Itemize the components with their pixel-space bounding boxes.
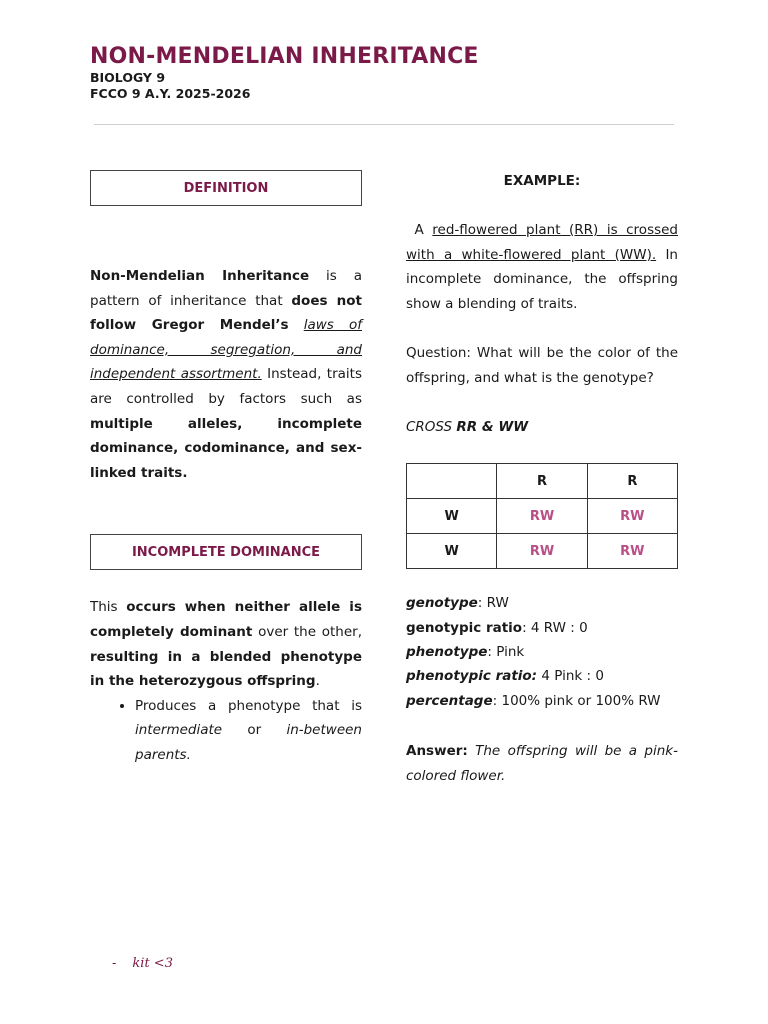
definition-emphasis-2: multiple alleles, incomplete dominance, codominance, and sex-linked traits. — [90, 415, 362, 481]
genotypic-ratio-label: genotypic ratio — [406, 619, 523, 636]
example-text-2: In incomplete dominance, the offspring show a blending of traits. — [406, 246, 678, 312]
phenotypic-ratio-label: phenotypic ratio: — [406, 668, 538, 685]
incomplete-text-2: over the other, — [252, 623, 362, 640]
percentage-label: percentage — [406, 692, 493, 709]
bullet-italic-3: parents. — [135, 746, 191, 763]
example-text-1: A — [414, 222, 433, 238]
example-cross-description: red-flowered plant (RR) is crossed with a white-flowered plant (WW). — [406, 222, 679, 263]
incomplete-dominance-heading: INCOMPLETE DOMINANCE — [90, 534, 362, 570]
left-column — [90, 170, 362, 768]
incomplete-text-3: . — [315, 673, 320, 690]
punnett-cell: RW — [497, 499, 587, 534]
phenotype-value: : Pink — [487, 643, 525, 660]
footer-dash: - — [112, 956, 117, 971]
answer-paragraph — [406, 739, 678, 788]
list-item — [135, 694, 362, 768]
definition-laws: laws of dominance, segregation, and independent assortment. — [90, 317, 362, 383]
definition-paragraph — [90, 264, 362, 485]
definition-text-2: Instead, traits are controlled by factors such as — [90, 366, 362, 407]
results-block — [406, 591, 678, 713]
table-row — [407, 534, 678, 569]
definition-term: Non-Mendelian Inheritance — [90, 268, 310, 284]
bullet-text-1: Produces a phenotype that is — [135, 697, 362, 714]
example-heading: EXAMPLE: — [503, 173, 581, 189]
header-divider — [94, 124, 674, 125]
table-row — [407, 499, 678, 534]
genotype-label: genotype — [406, 595, 478, 612]
punnett-cell: RW — [587, 499, 677, 534]
cross-line — [406, 415, 678, 440]
bullet-text-2: or — [222, 722, 287, 739]
cross-label: CROSS — [406, 418, 457, 435]
punnett-cell: RW — [587, 534, 677, 569]
punnett-cell: RW — [497, 534, 587, 569]
definition-text-1: is a pattern of inheritance that — [90, 268, 362, 309]
footer-signature: kit <3 — [132, 956, 173, 971]
page-footer — [112, 956, 173, 971]
phenotypic-ratio-line — [406, 664, 678, 688]
genotypic-ratio-line — [406, 616, 678, 640]
phenotype-line — [406, 640, 678, 664]
example-paragraph — [406, 218, 678, 316]
percentage-line — [406, 689, 678, 713]
page-title: NON-MENDELIAN INHERITANCE — [90, 44, 479, 69]
genotype-value: : RW — [477, 595, 509, 612]
cross-value: RR & WW — [456, 418, 529, 435]
incomplete-bullets — [90, 694, 362, 768]
punnett-col-header: R — [587, 464, 677, 499]
punnett-corner — [407, 464, 497, 499]
phenotypic-ratio-value: 4 Pink : 0 — [537, 668, 604, 685]
punnett-row-header: W — [407, 534, 497, 569]
bullet-italic-1: intermediate — [135, 722, 223, 739]
phenotype-label: phenotype — [406, 643, 488, 660]
class-year-label: FCCO 9 A.Y. 2025-2026 — [90, 86, 251, 101]
punnett-col-header: R — [497, 464, 587, 499]
incomplete-text-1: This — [90, 599, 127, 616]
table-row — [407, 464, 678, 499]
answer-value: The offspring will be a pink-colored flower. — [406, 743, 678, 784]
incomplete-emphasis-1: occurs when neither allele is completely dominant — [90, 599, 362, 640]
genotypic-ratio-value: : 4 RW : 0 — [522, 619, 588, 636]
incomplete-dominance-paragraph — [90, 595, 362, 693]
page-header — [90, 44, 479, 102]
incomplete-emphasis-2: resulting in a blended phenotype in the heterozygous offspring — [90, 648, 362, 690]
punnett-square — [406, 463, 678, 569]
answer-label: Answer: — [406, 743, 468, 760]
subject-label: BIOLOGY 9 — [90, 70, 166, 85]
example-question: Question: What will be the color of the offspring, and what is the genotype? — [406, 345, 678, 386]
percentage-value: : 100% pink or 100% RW — [492, 692, 661, 709]
punnett-row-header: W — [407, 499, 497, 534]
definition-emphasis-1: does not follow Gregor Mendel’s — [90, 292, 363, 334]
right-column — [406, 170, 678, 788]
bullet-italic-2: in-between — [286, 722, 362, 739]
definition-space — [289, 317, 304, 333]
definition-heading: DEFINITION — [90, 170, 362, 206]
genotype-line — [406, 591, 678, 615]
